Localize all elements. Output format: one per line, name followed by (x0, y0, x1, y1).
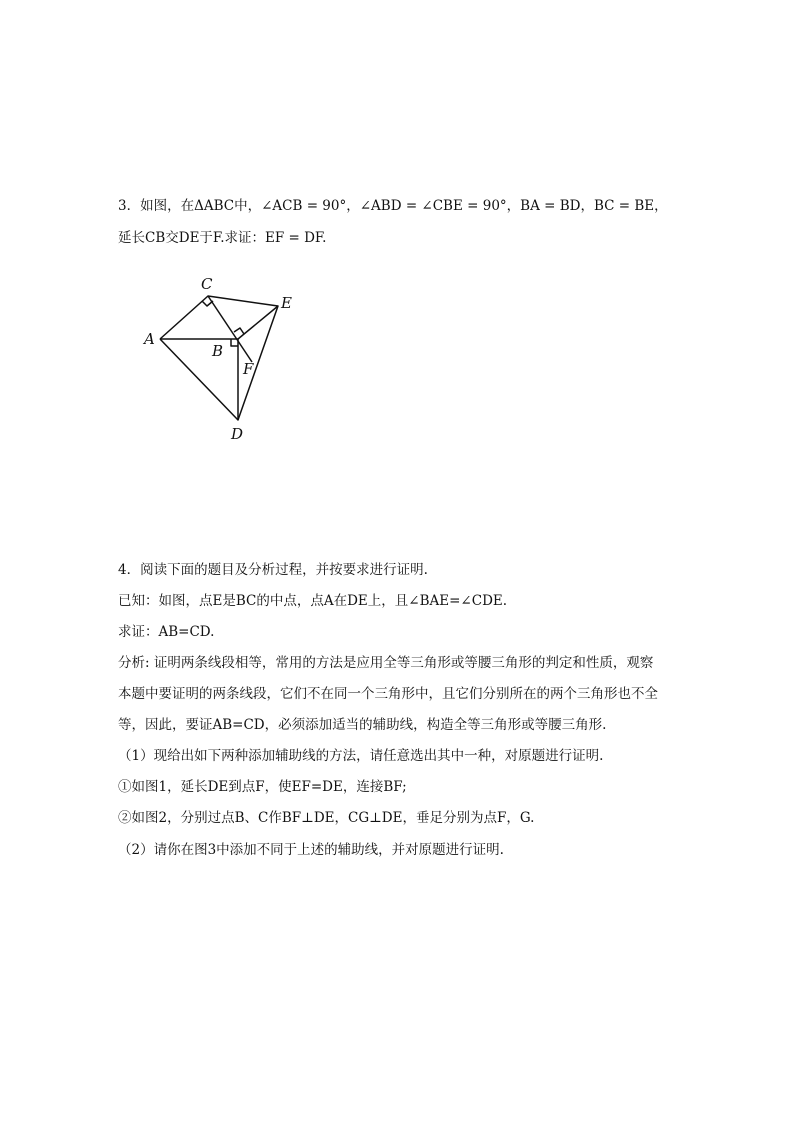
problem4-analysis-line2: 本题中要证明的两条线段，它们不在同一个三角形中，且它们分别所在的两个三角形也不全 (118, 686, 658, 702)
label-a: A (144, 330, 155, 348)
problem4-part1: （1）现给出如下两种添加辅助线的方法，请任意选出其中一种，对原题进行证明. (118, 748, 604, 764)
right-angle-cbe (234, 328, 244, 334)
problem4-prove: 求证：AB=CD. (118, 624, 215, 640)
label-b: B (212, 342, 224, 360)
right-angle-c (202, 301, 213, 306)
problem4-option1: ①如图1，延长DE到点F，使EF=DE，连接BF; (118, 779, 407, 795)
label-d: D (231, 425, 244, 443)
problem4-option2: ②如图2，分别过点B、C作BF⊥DE，CG⊥DE，垂足分别为点F，G. (118, 810, 535, 826)
problem3-statement-line2: 延长CB交DE于F.求证：EF = DF. (118, 230, 327, 246)
problem4-part2: （2）请你在图3中添加不同于上述的辅助线，并对原题进行证明. (118, 842, 504, 858)
problem4-analysis-line1: 分析: 证明两条线段相等，常用的方法是应用全等三角形或等腰三角形的判定和性质，观察 (118, 655, 654, 671)
problem3-figure (138, 268, 308, 450)
label-f: F (243, 360, 254, 378)
problem3-statement-line1: 3．如图，在ΔABC中，∠ACB = 90°，∠ABD = ∠CBE = 90°，BA = BD，BC = BE， (118, 198, 668, 214)
problem4-analysis-line3: 等，因此，要证AB=CD，必须添加适当的辅助线，构造全等三角形或等腰三角形. (118, 717, 607, 733)
problem4-given: 已知：如图，点E是BC的中点，点A在DE上，且∠BAE=∠CDE. (118, 593, 508, 609)
label-e: E (281, 294, 292, 312)
geometry-diagram (138, 268, 308, 450)
label-c: C (201, 275, 213, 293)
problem4-title: 4．阅读下面的题目及分析过程，并按要求进行证明. (118, 562, 428, 578)
